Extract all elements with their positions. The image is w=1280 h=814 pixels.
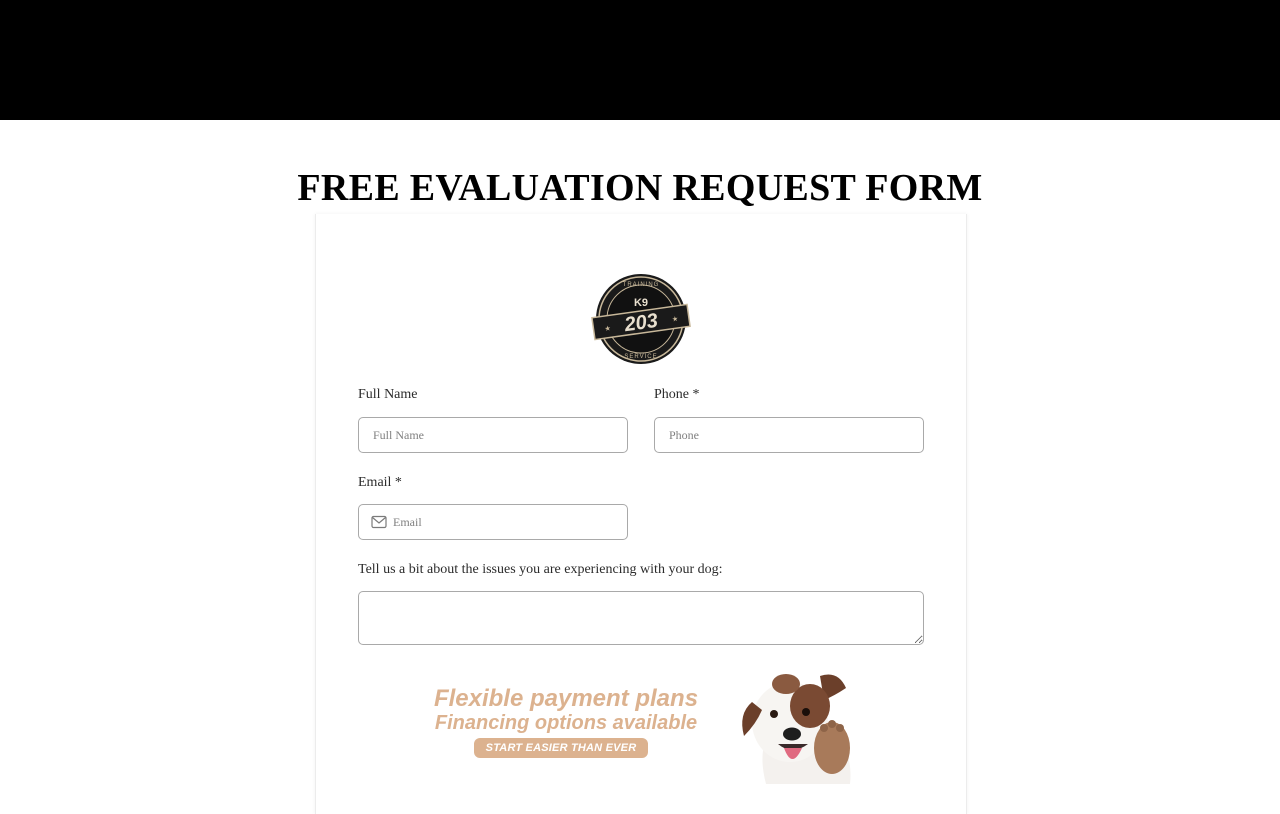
k9-203-logo — [590, 272, 692, 366]
logo-k9-text: K9 — [633, 297, 649, 309]
phone-input[interactable] — [654, 417, 924, 453]
svg-text:★: ★ — [604, 324, 612, 334]
svg-text:★: ★ — [671, 314, 679, 324]
email-input[interactable] — [393, 505, 623, 539]
promo-cta-badge: START EASIER THAN EVER — [474, 738, 648, 758]
promo-subheadline: Financing options available — [434, 712, 698, 734]
page-title: FREE EVALUATION REQUEST FORM — [297, 167, 983, 209]
email-label: Email * — [358, 475, 402, 490]
promo-headline: Flexible payment plans — [433, 685, 699, 712]
email-field[interactable] — [358, 504, 628, 540]
issues-label: Tell us a bit about the issues you are experiencing with your dog: — [358, 562, 723, 577]
financing-promo-banner — [406, 666, 876, 784]
full-name-label: Full Name — [358, 387, 418, 402]
top-header-bar — [0, 0, 1280, 120]
phone-label: Phone * — [654, 387, 700, 402]
mail-icon — [371, 515, 387, 529]
logo-bottom-text: SERVICE — [624, 354, 658, 360]
logo-number-text: 203 — [623, 309, 660, 337]
full-name-input[interactable] — [358, 417, 628, 453]
k9-203-badge-logo-icon — [590, 272, 692, 366]
issues-textarea[interactable] — [358, 591, 924, 645]
logo-top-text: TRAINING — [622, 282, 660, 288]
form-card — [315, 214, 967, 814]
dog-photo-image — [726, 666, 866, 784]
